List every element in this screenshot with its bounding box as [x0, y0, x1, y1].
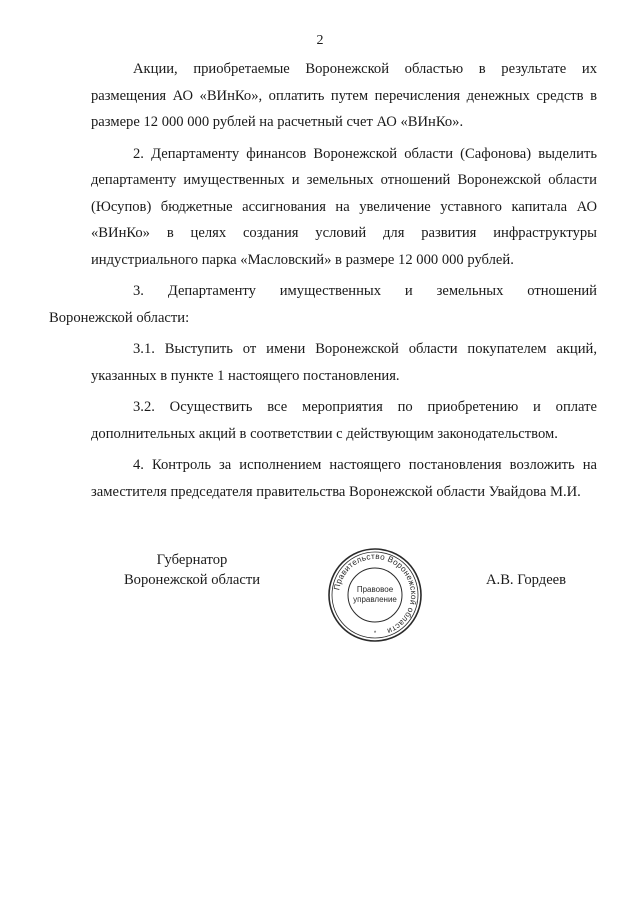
- paragraph-item-3-line2: Воронежской области:: [49, 309, 190, 326]
- signature-block: [0, 550, 640, 640]
- signer-name: А.В. Гордеев: [486, 572, 567, 588]
- paragraph-item-2: 2. Департаменту финансов Воронежской области (Сафонова) выделить департаменту имущественных и земельных отношений Воронежской области (Юсупов) бюджетные ассигнования на увеличение уставного капитала АО «ВИнКо» в целях создания условий для развития инфраструктуры индустриального парка «Масловский» в размере 12 000 000 рублей.: [91, 145, 597, 268]
- paragraph-item-3: [49, 278, 597, 331]
- document-body: [49, 56, 597, 510]
- stamp-center-line2: управление: [353, 595, 397, 604]
- paragraph-item-4: 4. Контроль за исполнением настоящего постановления возложить на заместителя председателя правительства Воронежской области Увайдова М.И.: [91, 457, 597, 500]
- signer-title-line1: Губернатор: [156, 552, 228, 568]
- signer-title: [112, 550, 272, 590]
- paragraph-item-3-line1: 3. Департаменту имущественных и земельных отношений: [133, 283, 597, 299]
- stamp-center-line1: Правовое: [356, 585, 394, 594]
- stamp-star-icon: *: [373, 631, 377, 637]
- page-number: 2: [316, 33, 324, 48]
- paragraph-item-3-1: 3.1. Выступить от имени Воронежской области покупателем акций, указанных в пункте 1 настоящего постановления.: [91, 341, 597, 384]
- paragraph-shares-payment: Акции, приобретаемые Воронежской областью в результате их размещения АО «ВИнКо», оплатить путем перечисления денежных средств в размере 12 000 000 рублей на расчетный счет АО «ВИнКо».: [91, 61, 597, 130]
- stamp-ring-text: Правительство Воронежской области: [332, 551, 419, 636]
- official-stamp: [325, 545, 425, 645]
- paragraph-item-3-2: 3.2. Осуществить все мероприятия по приобретению и оплате дополнительных акций в соответствии с действующим законодательством.: [91, 399, 597, 442]
- signer-title-line2: Воронежской области: [123, 572, 261, 588]
